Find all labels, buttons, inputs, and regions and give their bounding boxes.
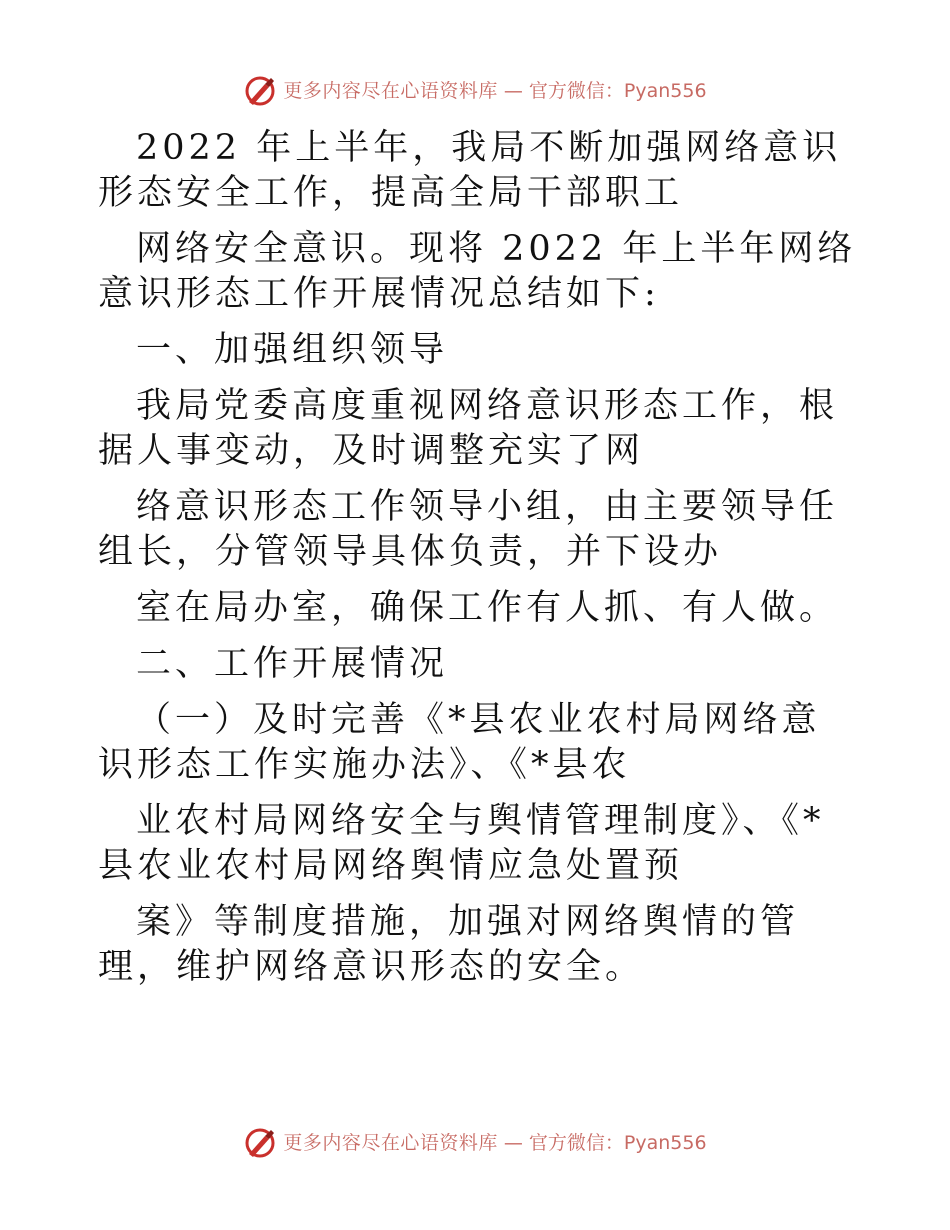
section-heading-1: 一、加强组织领导 bbox=[136, 330, 449, 370]
paragraph-2: 网络安全意识。现将 2022 年上半年网络意识形态工作开展情况总结如下: bbox=[98, 229, 857, 314]
paragraph-1: 2022 年上半年，我局不断加强网络意识形态安全工作，提高全局干部职工 bbox=[98, 128, 842, 213]
watermark-text: 更多内容尽在心语资料库 bbox=[283, 80, 498, 102]
watermark-wechat: 官方微信：Pyan556 bbox=[528, 1132, 707, 1154]
watermark-text: 更多内容尽在心语资料库 bbox=[283, 1132, 498, 1154]
document-body bbox=[98, 126, 858, 1001]
watermark-footer bbox=[0, 1126, 950, 1160]
watermark-wechat: 官方微信：Pyan556 bbox=[528, 80, 707, 102]
paragraph-7: 业农村局网络安全与舆情管理制度》、《*县农业农村局网络舆情应急处置预 bbox=[98, 801, 825, 886]
watermark-separator: — bbox=[503, 80, 523, 102]
watermark-separator: — bbox=[503, 1132, 523, 1154]
pen-logo-icon bbox=[243, 74, 277, 108]
paragraph-6: （一）及时完善《*县农业农村局网络意识形态工作实施办法》、《*县农 bbox=[98, 700, 821, 785]
paragraph-3: 我局党委高度重视网络意识形态工作，根据人事变动，及时调整充实了网 bbox=[98, 386, 839, 471]
section-heading-2: 二、工作开展情况 bbox=[136, 644, 449, 684]
paragraph-5: 室在局办室，确保工作有人抓、有人做。 bbox=[136, 588, 839, 628]
watermark-header bbox=[0, 74, 950, 108]
paragraph-8: 案》等制度措施，加强对网络舆情的管理，维护网络意识形态的安全。 bbox=[98, 902, 800, 987]
paragraph-4: 络意识形态工作领导小组，由主要领导任组长，分管领导具体负责，并下设办 bbox=[98, 487, 839, 572]
pen-logo-icon bbox=[243, 1126, 277, 1160]
